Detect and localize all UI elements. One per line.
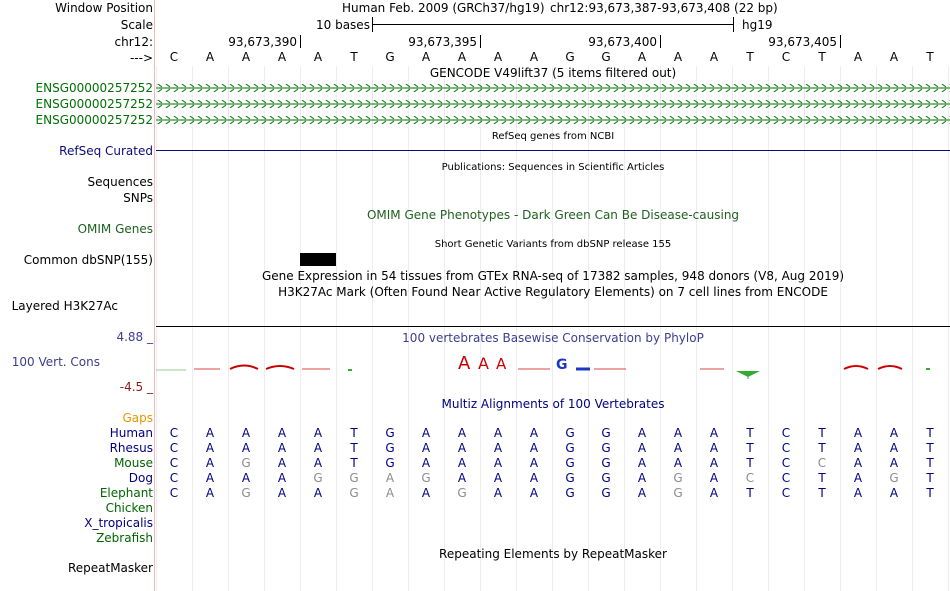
alignment-base: G xyxy=(385,456,395,470)
grid-line xyxy=(300,66,301,591)
alignment-base: A xyxy=(709,471,719,485)
gaps-label: Gaps xyxy=(122,411,153,425)
alignment-base: G xyxy=(601,471,611,485)
strand-arrow-label: ---> xyxy=(129,51,153,65)
alignment-base: G xyxy=(601,486,611,500)
reference-base: A xyxy=(313,50,323,64)
alignment-base: A xyxy=(457,456,467,470)
grid-line xyxy=(408,66,409,591)
gene-label-2[interactable]: ENSG00000257252 xyxy=(35,97,153,111)
alignment-base: A xyxy=(529,486,539,500)
alignment-base: C xyxy=(781,456,791,470)
alignment-base: A xyxy=(385,486,395,500)
grid-line xyxy=(624,66,625,591)
gene-feature-3 xyxy=(156,116,950,124)
alignment-base: C xyxy=(169,471,179,485)
grid-line xyxy=(912,66,913,591)
alignment-base: C xyxy=(781,426,791,440)
reference-base: G xyxy=(601,50,611,64)
reference-base: G xyxy=(385,50,395,64)
alignment-base: G xyxy=(565,471,575,485)
alignment-base: A xyxy=(889,456,899,470)
svg-text:A: A xyxy=(458,353,471,374)
alignment-base: A xyxy=(205,426,215,440)
alignment-base: G xyxy=(565,486,575,500)
gene-label-1[interactable]: ENSG00000257252 xyxy=(35,81,153,95)
grid-line xyxy=(516,66,517,591)
alignment-base: G xyxy=(601,456,611,470)
alignment-base: A xyxy=(421,456,431,470)
alignment-base: A xyxy=(853,486,863,500)
alignment-base: A xyxy=(529,441,539,455)
coordinate-tick-mark xyxy=(840,35,841,48)
alignment-base: A xyxy=(277,471,287,485)
alignment-base: A xyxy=(637,471,647,485)
alignment-base: G xyxy=(385,441,395,455)
gencode-gene-features[interactable] xyxy=(156,80,950,128)
reference-base: G xyxy=(565,50,575,64)
alignment-base: A xyxy=(637,486,647,500)
alignment-base: A xyxy=(205,441,215,455)
alignment-base: A xyxy=(277,486,287,500)
grid-line xyxy=(336,66,337,591)
sequences-label[interactable]: Sequences xyxy=(87,175,153,189)
gtex-track-title: Gene Expression in 54 tissues from GTEx RNA-seq of 17382 samples, 948 donors (V8, Aug 2019) xyxy=(261,269,845,283)
reference-base: A xyxy=(709,50,719,64)
scale-label: Scale xyxy=(120,18,153,32)
alignment-base: A xyxy=(637,426,647,440)
repeatmasker-track-title: Repeating Elements by RepeatMasker xyxy=(439,547,667,561)
alignment-base: C xyxy=(169,486,179,500)
alignment-base: A xyxy=(673,441,683,455)
alignment-base: A xyxy=(853,456,863,470)
alignment-base: T xyxy=(350,456,358,470)
alignment-base: A xyxy=(637,441,647,455)
alignment-base: C xyxy=(745,471,755,485)
alignment-base: G xyxy=(349,471,359,485)
alignment-base: G xyxy=(421,471,431,485)
alignment-base: A xyxy=(457,471,467,485)
svg-text:A: A xyxy=(478,354,489,373)
alignment-base: A xyxy=(673,426,683,440)
reference-base: A xyxy=(421,50,431,64)
alignment-base: A xyxy=(673,456,683,470)
grid-line xyxy=(264,66,265,591)
coordinate-tick-mark xyxy=(300,35,301,48)
alignment-base: A xyxy=(421,441,431,455)
alignment-base: T xyxy=(818,441,826,455)
alignment-base: A xyxy=(457,426,467,440)
grid-line xyxy=(876,66,877,591)
phylop-max-value: 4.88 _ xyxy=(116,330,153,344)
alignment-base: T xyxy=(746,441,754,455)
grid-line xyxy=(552,66,553,591)
alignment-base: A xyxy=(637,456,647,470)
alignment-base: A xyxy=(205,471,215,485)
reference-base: A xyxy=(493,50,503,64)
alignment-base: C xyxy=(169,426,179,440)
svg-text:A: A xyxy=(496,355,507,373)
alignment-base: A xyxy=(709,441,719,455)
alignment-base: A xyxy=(529,426,539,440)
alignment-base: A xyxy=(421,426,431,440)
coordinate-tick-mark xyxy=(480,35,481,48)
alignment-base: C xyxy=(169,441,179,455)
position-title: chr12:93,673,387-93,673,408 (22 bp) xyxy=(550,1,778,15)
alignment-base: A xyxy=(421,486,431,500)
assembly-title: Human Feb. 2009 (GRCh37/hg19) xyxy=(342,1,545,15)
alignment-base: A xyxy=(709,426,719,440)
layered-h3k27ac-label[interactable]: Layered H3K27Ac xyxy=(11,299,118,313)
reference-base: A xyxy=(205,50,215,64)
reference-base: A xyxy=(241,50,251,64)
alignment-base: C xyxy=(817,456,827,470)
alignment-base: T xyxy=(926,471,934,485)
alignment-base: T xyxy=(746,486,754,500)
alignment-base: G xyxy=(313,471,323,485)
alignment-base: A xyxy=(385,471,395,485)
alignment-base: A xyxy=(853,471,863,485)
grid-line xyxy=(444,66,445,591)
alignment-base: A xyxy=(493,471,503,485)
multiz-track-title: Multiz Alignments of 100 Vertebrates xyxy=(441,397,665,411)
coordinate-tick-label: 93,673,405 xyxy=(768,35,837,49)
alignment-base: A xyxy=(241,441,251,455)
grid-line xyxy=(768,66,769,591)
reference-base: A xyxy=(889,50,899,64)
refseq-track-title: RefSeq genes from NCBI xyxy=(491,131,615,142)
reference-base: T xyxy=(818,50,826,64)
alignment-base: A xyxy=(493,486,503,500)
svg-text:G: G xyxy=(556,357,568,373)
coordinate-tick-label: 93,673,395 xyxy=(408,35,477,49)
alignment-base: G xyxy=(241,486,251,500)
h3k27ac-baseline xyxy=(156,326,950,327)
grid-line xyxy=(480,66,481,591)
coordinate-tick-label: 93,673,390 xyxy=(228,35,297,49)
gene-feature-2 xyxy=(156,100,950,108)
alignment-base: C xyxy=(781,441,791,455)
alignment-base: G xyxy=(457,486,467,500)
alignment-base: G xyxy=(565,441,575,455)
snps-label[interactable]: SNPs xyxy=(123,191,153,205)
reference-base: A xyxy=(673,50,683,64)
alignment-base: T xyxy=(818,471,826,485)
coordinate-tick-mark xyxy=(660,35,661,48)
grid-line xyxy=(732,66,733,591)
omim-track-title: OMIM Gene Phenotypes - Dark Green Can Be Disease-causing xyxy=(366,208,740,222)
common-dbsnp-label[interactable]: Common dbSNP(155) xyxy=(23,253,153,267)
alignment-base: A xyxy=(241,471,251,485)
reference-base: A xyxy=(853,50,863,64)
grid-line xyxy=(840,66,841,591)
alignment-base: T xyxy=(746,426,754,440)
alignment-base: A xyxy=(205,456,215,470)
window-position-label: Window Position xyxy=(55,1,153,15)
alignment-base: T xyxy=(350,441,358,455)
alignment-base: C xyxy=(169,456,179,470)
refseq-curated-label[interactable]: RefSeq Curated xyxy=(59,144,153,158)
alignment-base: A xyxy=(889,486,899,500)
alignment-base: A xyxy=(457,441,467,455)
reference-base: C xyxy=(169,50,179,64)
species-label-human[interactable]: Human xyxy=(109,426,153,440)
alignment-base: C xyxy=(781,471,791,485)
vert-cons-label[interactable]: 100 Vert. Cons xyxy=(11,355,100,369)
gene-label-3[interactable]: ENSG00000257252 xyxy=(35,113,153,127)
grid-line xyxy=(588,66,589,591)
phylop-conservation-plot[interactable] xyxy=(156,350,950,380)
alignment-base: A xyxy=(313,486,323,500)
alignment-base: T xyxy=(818,486,826,500)
grid-line xyxy=(804,66,805,591)
dbsnp-variant-block[interactable] xyxy=(300,253,336,266)
coordinate-tick-label: 93,673,400 xyxy=(588,35,657,49)
omim-genes-label[interactable]: OMIM Genes xyxy=(77,222,153,236)
species-label-zebrafish[interactable]: Zebrafish xyxy=(96,531,153,545)
alignment-base: A xyxy=(709,456,719,470)
reference-base: A xyxy=(457,50,467,64)
alignment-base: T xyxy=(350,426,358,440)
alignment-base: T xyxy=(926,456,934,470)
species-label-rhesus[interactable]: Rhesus xyxy=(109,441,153,455)
alignment-base: G xyxy=(673,486,683,500)
alignment-base: A xyxy=(313,426,323,440)
grid-line xyxy=(192,66,193,591)
species-label-dog[interactable]: Dog xyxy=(128,471,153,485)
dbsnp-track-title: Short Genetic Variants from dbSNP release 155 xyxy=(434,239,672,250)
alignment-base: T xyxy=(926,486,934,500)
reference-base: T xyxy=(746,50,754,64)
reference-base: C xyxy=(781,50,791,64)
reference-base: T xyxy=(350,50,358,64)
alignment-base: A xyxy=(313,456,323,470)
alignment-base: G xyxy=(601,441,611,455)
species-label-x_tropicalis[interactable]: X_tropicalis xyxy=(84,516,153,530)
alignment-base: A xyxy=(889,426,899,440)
h3k27ac-track-title: H3K27Ac Mark (Often Found Near Active Regulatory Elements) on 7 cell lines from ENCODE xyxy=(278,285,828,299)
gene-feature-1 xyxy=(156,84,950,92)
species-label-mouse[interactable]: Mouse xyxy=(114,456,153,470)
alignment-base: G xyxy=(565,426,575,440)
reference-base: A xyxy=(637,50,647,64)
alignment-base: G xyxy=(349,486,359,500)
scale-db-label: hg19 xyxy=(742,18,773,32)
label-column-separator xyxy=(154,0,155,591)
alignment-base: C xyxy=(781,486,791,500)
reference-base: T xyxy=(926,50,934,64)
alignment-base: T xyxy=(926,441,934,455)
alignment-base: G xyxy=(673,471,683,485)
reference-base: A xyxy=(277,50,287,64)
alignment-base: A xyxy=(853,426,863,440)
phylop-track-title: 100 vertebrates Basewise Conservation by PhyloP xyxy=(402,331,704,345)
alignment-base: A xyxy=(241,426,251,440)
species-label-chicken[interactable]: Chicken xyxy=(105,501,153,515)
alignment-base: A xyxy=(529,471,539,485)
species-label-elephant[interactable]: Elephant xyxy=(99,486,153,500)
reference-base: A xyxy=(529,50,539,64)
alignment-base: A xyxy=(277,456,287,470)
alignment-base: T xyxy=(746,456,754,470)
repeatmasker-label[interactable]: RepeatMasker xyxy=(67,561,153,575)
alignment-base: T xyxy=(926,426,934,440)
alignment-base: A xyxy=(277,426,287,440)
alignment-base: T xyxy=(818,426,826,440)
alignment-base: A xyxy=(709,486,719,500)
grid-line xyxy=(156,66,157,591)
alignment-base: A xyxy=(493,426,503,440)
alignment-base: A xyxy=(889,441,899,455)
publications-track-title: Publications: Sequences in Scientific Articles xyxy=(441,162,665,173)
alignment-base: G xyxy=(385,426,395,440)
scale-bar-text: 10 bases xyxy=(316,18,370,32)
alignment-base: G xyxy=(241,456,251,470)
alignment-base: G xyxy=(601,426,611,440)
alignment-base: A xyxy=(493,441,503,455)
grid-line xyxy=(228,66,229,591)
grid-line xyxy=(948,66,949,591)
alignment-base: A xyxy=(205,486,215,500)
alignment-base: G xyxy=(565,456,575,470)
alignment-base: A xyxy=(529,456,539,470)
refseq-gene-line[interactable] xyxy=(156,150,950,151)
gencode-track-title: GENCODE V49lift37 (5 items filtered out) xyxy=(429,66,677,80)
grid-line xyxy=(372,66,373,591)
phylop-min-value: -4.5 _ xyxy=(119,380,153,394)
alignment-base: A xyxy=(277,441,287,455)
chrom-label: chr12: xyxy=(114,35,153,49)
alignment-base: A xyxy=(853,441,863,455)
grid-line xyxy=(660,66,661,591)
alignment-base: A xyxy=(493,456,503,470)
alignment-base: A xyxy=(313,441,323,455)
alignment-base: G xyxy=(889,471,899,485)
grid-line xyxy=(696,66,697,591)
